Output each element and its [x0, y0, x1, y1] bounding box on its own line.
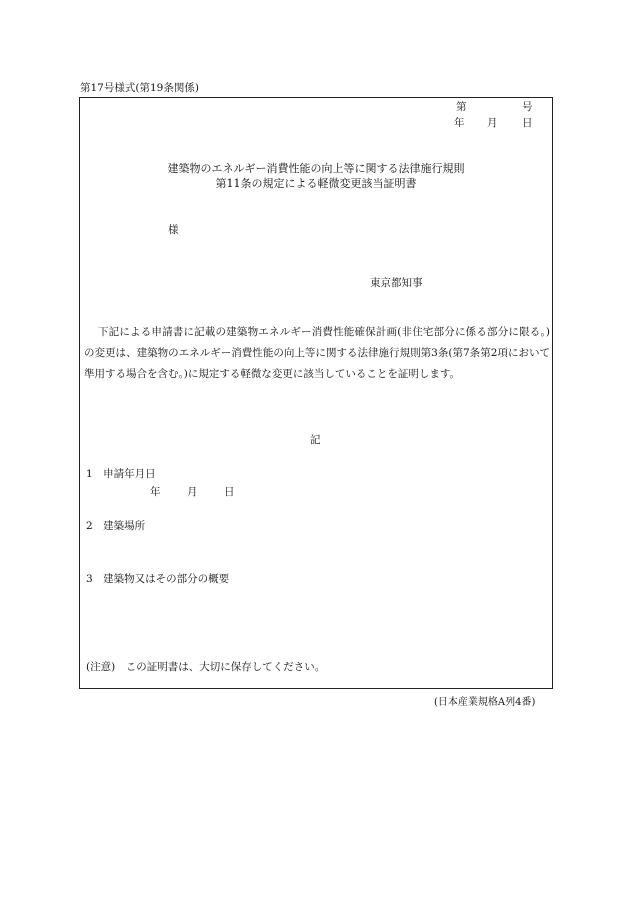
item-application-date: 1 申請年月日 — [86, 468, 156, 480]
application-month: 月 — [187, 486, 198, 498]
application-date-fields — [150, 484, 235, 499]
number-prefix: 第 — [456, 101, 467, 113]
note-text: (注意) この証明書は、大切に保存してください。 — [86, 661, 326, 673]
item-building-overview: 3 建築物又はその部分の概要 — [86, 573, 230, 585]
item-building-location: 2 建築場所 — [86, 520, 146, 532]
jis-paper-size: (日本産業規格A列4番) — [434, 697, 536, 708]
certification-body-text: 下記による申請書に記載の建築物エネルギー消費性能確保計画(非住宅部分に係る部分に限る。)の変更は、建築物のエネルギー消費性能の向上等に関する法律施行規則第3条(第7条第2項において準用する場合を含む。)に規定する軽微な変更に該当していることを証明します。 — [84, 326, 550, 380]
application-year: 年 — [150, 486, 161, 498]
addressee-suffix: 様 — [168, 224, 179, 236]
issuer-name: 東京都知事 — [370, 277, 423, 289]
header-month: 月 — [487, 117, 498, 129]
ki-heading: 記 — [310, 434, 321, 446]
title-line-1: 建築物のエネルギー消費性能の向上等に関する法律施行規則 — [167, 162, 465, 175]
header-day: 日 — [522, 117, 533, 129]
application-day: 日 — [224, 486, 235, 498]
form-number-label: 第17号様式(第19条関係) — [80, 82, 199, 94]
header-year: 年 — [454, 117, 465, 129]
title-line-2: 第11条の規定による軽微変更該当証明書 — [215, 177, 417, 190]
number-suffix: 号 — [522, 101, 533, 113]
